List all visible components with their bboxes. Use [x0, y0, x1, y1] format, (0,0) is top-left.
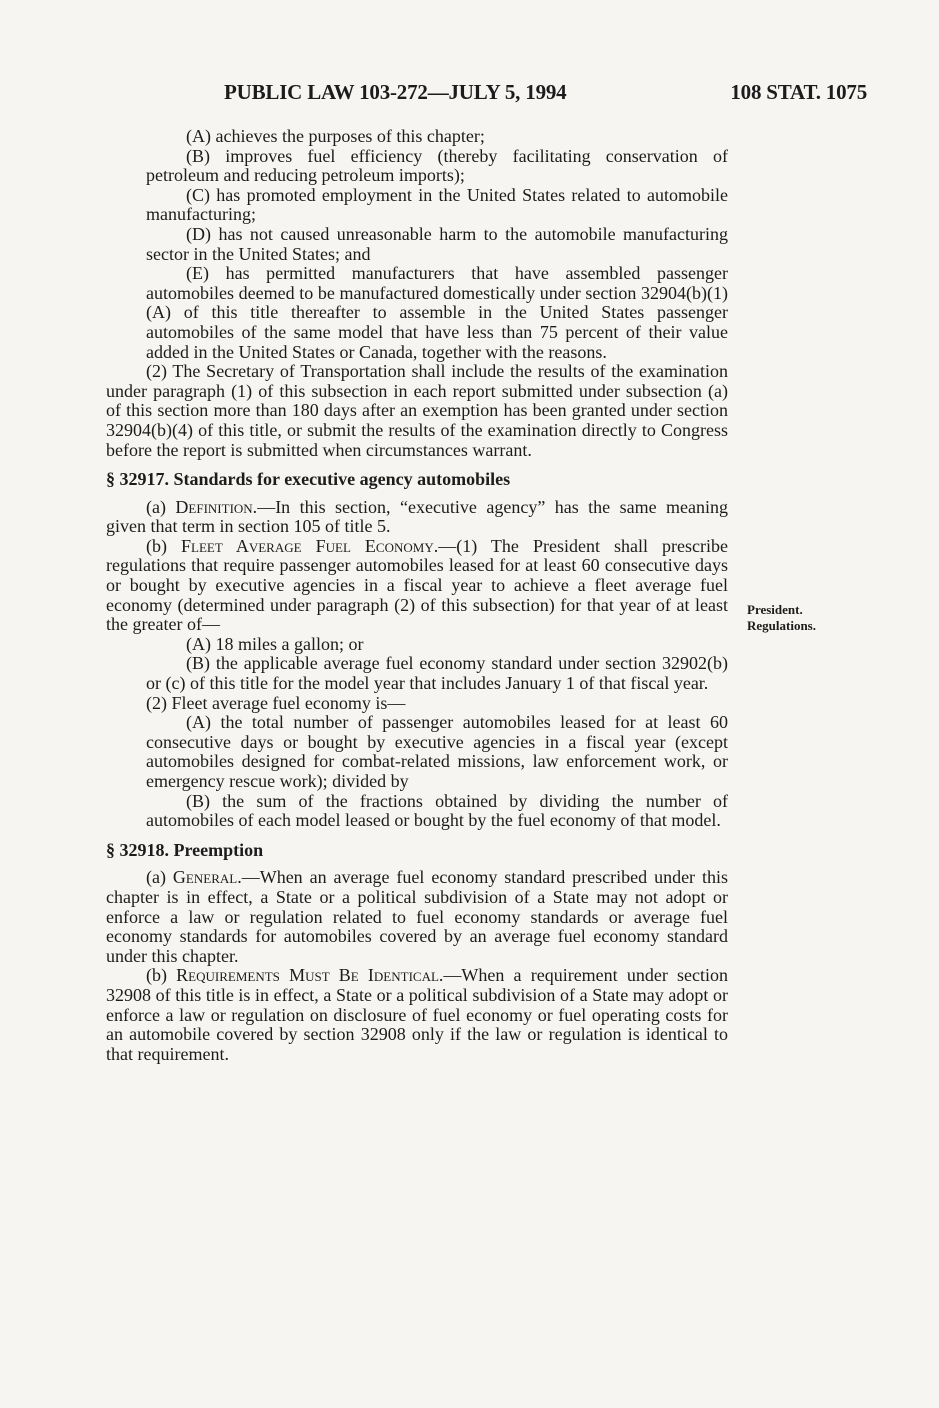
section-32918-heading: § 32918. Preemption	[106, 839, 264, 860]
paragraph-a-D: (D) has not caused unreasonable harm to the automobile manufacturing sector in the United States; and	[146, 223, 728, 264]
margin-note	[747, 602, 816, 634]
section-32917-b-caption: Fleet Average Fuel Economy.	[181, 535, 439, 556]
section-32917-b-2-A: (A) the total number of passenger automobiles leased for at least 60 consecutive days or bought by executive agencies in a fiscal year (except automobiles designed for combat-related missions, law enforcement work, or emergency rescue work); divided by	[146, 712, 728, 791]
running-header	[106, 80, 867, 110]
paragraph-a-B: (B) improves fuel efficiency (thereby facilitating conservation of petroleum and reducing petroleum imports);	[146, 145, 728, 186]
document-body	[106, 127, 728, 1064]
section-32917-a-label: (a)	[146, 496, 176, 517]
section-32918-b-caption: Requirements Must Be Identical.	[176, 965, 444, 986]
section-32917-b-2: (2) Fleet average fuel economy is—	[146, 692, 406, 713]
paragraph-2: (2) The Secretary of Transportation shall include the results of the examination under paragraph (1) of this subsection in each report submitted under subsection (a) of this section more than 180 days after an exemption has been granted under section 32904(b)(4) of this title, or submit the results of the examination directly to Congress before the report is submitted when circumstances warrant.	[106, 361, 728, 460]
section-32917-b-A: (A) 18 miles a gallon; or	[186, 633, 364, 654]
header-title: PUBLIC LAW 103-272—JULY 5, 1994	[224, 80, 567, 104]
margin-note-regulations: Regulations.	[747, 618, 816, 633]
section-32917-a	[106, 498, 728, 537]
paragraph-a-E: (E) has permitted manufacturers that have assembled passenger automobiles deemed to be manufactured domestically under section 32904(b)(1)(A) of this title thereafter to assemble in the United States passenger automobiles of the same model that have less than 75 percent of their value added in the United States or Canada, together with the reasons.	[146, 263, 728, 362]
section-32918-a-text: —When an average fuel economy standard prescribed under this chapter is in effect, a State or a political subdivision of a State may not adopt or enforce a law or regulation related to fuel economy standards or average fuel economy standards for automobiles covered by an average fuel economy standard under this chapter.	[106, 867, 728, 966]
paragraph-a-C: (C) has promoted employment in the United States related to automobile manufacturing;	[146, 184, 728, 225]
section-32918-a-caption: General.	[172, 867, 242, 888]
section-32917-b	[106, 537, 728, 635]
section-32918-a-label: (a)	[146, 867, 173, 888]
section-32917-heading: § 32917. Standards for executive agency automobiles	[106, 469, 511, 490]
section-32918-b	[106, 966, 728, 1064]
section-32918-b-label: (b)	[146, 965, 177, 986]
section-32918-b-text: —When a requirement under section 32908 of this title is in effect, a State or a political subdivision of a State may adopt or enforce a law or regulation on disclosure of fuel economy or fuel operating costs for an automobile covered by section 32908 only if the law or regulation is identical to that requirement.	[106, 965, 728, 1064]
header-page-ref: 108 STAT. 1075	[730, 80, 867, 104]
section-32917-b-label: (b)	[146, 535, 182, 556]
section-32917-a-caption: Definition.	[175, 496, 258, 517]
section-32917-b-2-B: (B) the sum of the fractions obtained by dividing the number of automobiles of each model leased or bought by the fuel economy of that model.	[146, 790, 728, 831]
paragraph-a-A: (A) achieves the purposes of this chapter;	[186, 126, 485, 146]
section-32917-b-B: (B) the applicable average fuel economy standard under section 32902(b) or (c) of this title for the model year that includes January 1 of that fiscal year.	[146, 653, 728, 694]
section-32918-a	[106, 868, 728, 966]
section-32917-b-text: —(1) The President shall prescribe regulations that require passenger automobiles leased for at least 60 consecutive days or bought by executive agencies in a fiscal year to achieve a fleet average fuel economy (determined under paragraph (2) of this subsection) for that year of at least the greater of—	[106, 535, 728, 635]
section-32917-a-text: —In this section, “executive agency” has the same meaning given that term in section 105 of title 5.	[106, 496, 729, 537]
margin-note-president: President.	[747, 602, 803, 617]
